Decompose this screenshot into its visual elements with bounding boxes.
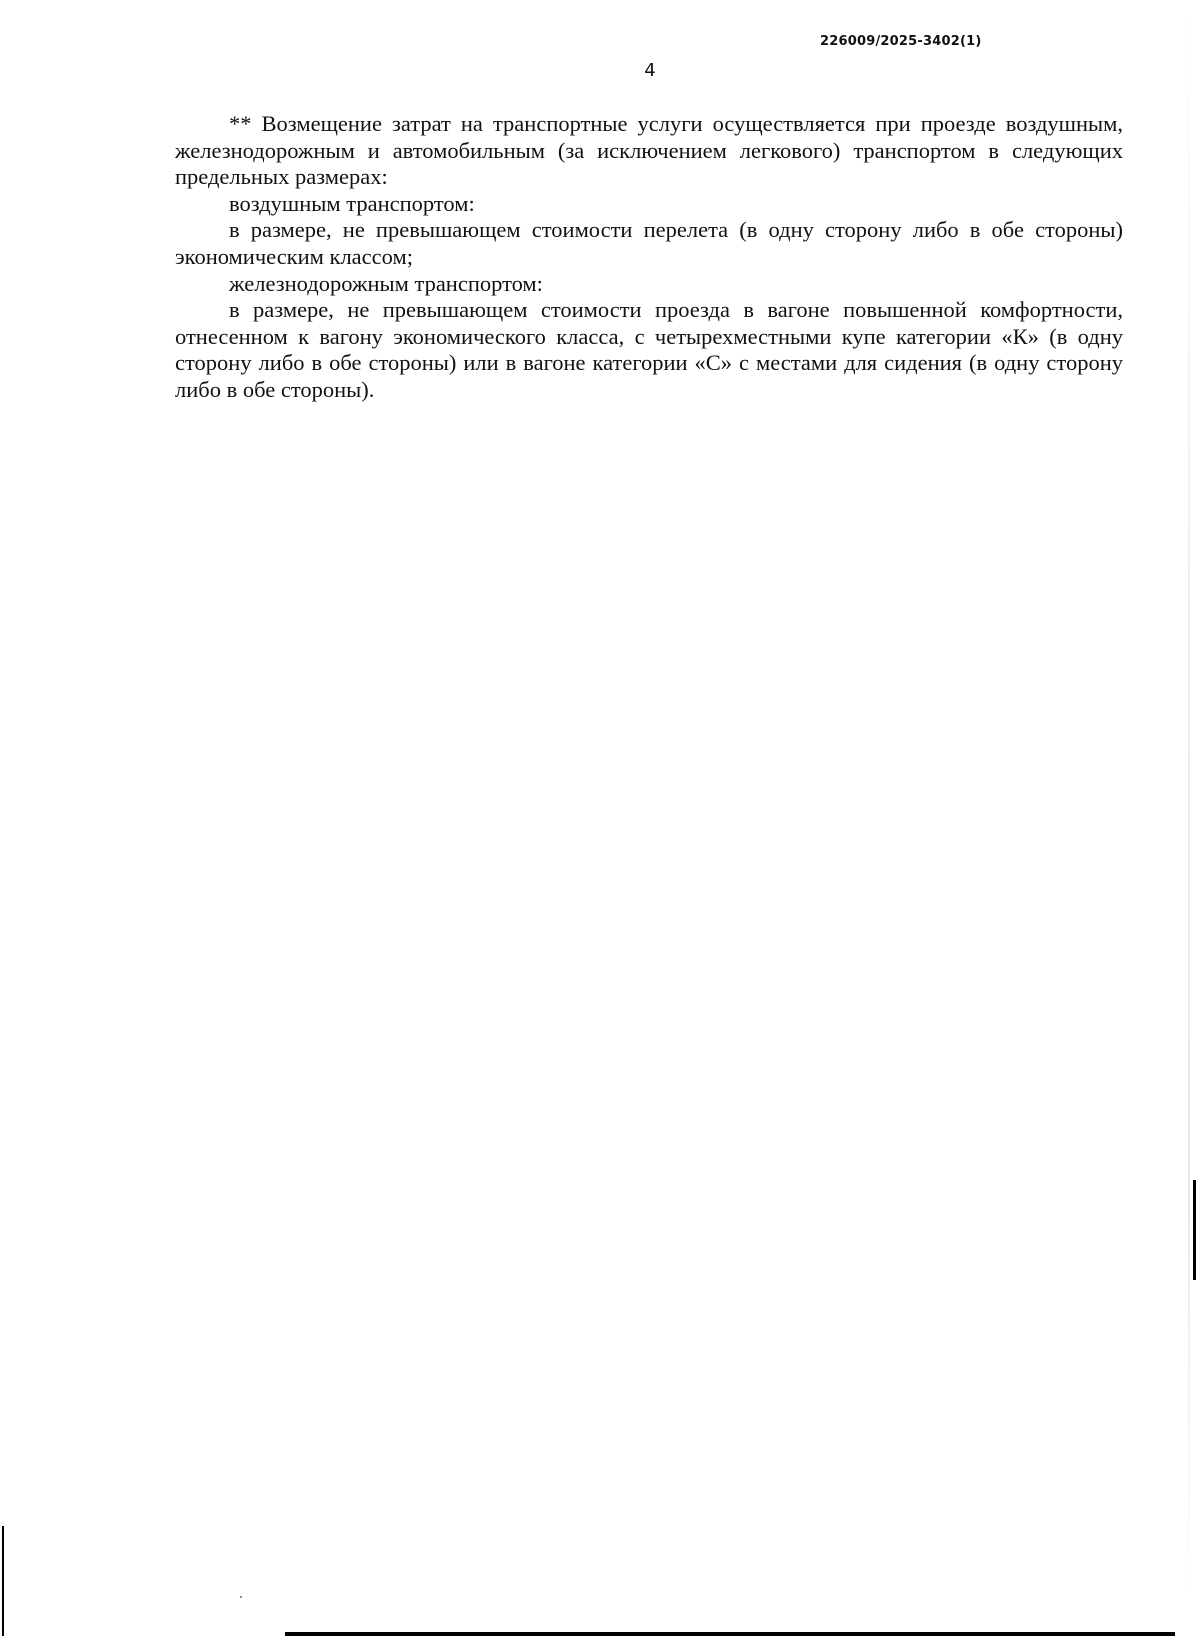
footnote-paragraph-air-limit: в размере, не превышающем стоимости перелета (в одну сторону либо в обе стороны) экономическим классом; [175, 217, 1123, 269]
footnote-paragraph-intro: ** Возмещение затрат на транспортные услуги осуществляется при проезде воздушным, железнодорожным и автомобильным (за исключением легкового) транспортом в следующих предельных размерах: [175, 111, 1123, 190]
scan-left-edge-mark [2, 1526, 4, 1636]
scan-edge-mark [1193, 1180, 1196, 1280]
document-number: 226009/2025-3402(1) [820, 34, 982, 49]
footnote-text [175, 111, 1123, 404]
scan-bottom-edge [285, 1632, 1175, 1636]
scan-speck [240, 1596, 242, 1598]
footnote-paragraph-rail-limit: в размере, не превышающем стоимости проезда в вагоне повышенной комфортности, отнесенном к вагону экономического класса, с четырехместными купе категории «К» (в одну сторону либо в обе стороны) или в вагоне категории «С» с местами для сидения (в одну сторону либо в обе стороны). [175, 297, 1123, 402]
footnote-paragraph-rail-heading: железнодорожным транспортом: [229, 270, 543, 296]
page-number: 4 [644, 60, 656, 81]
scan-edge-shadow [1188, 0, 1190, 1600]
footnote-paragraph-air-heading: воздушным транспортом: [229, 190, 475, 216]
